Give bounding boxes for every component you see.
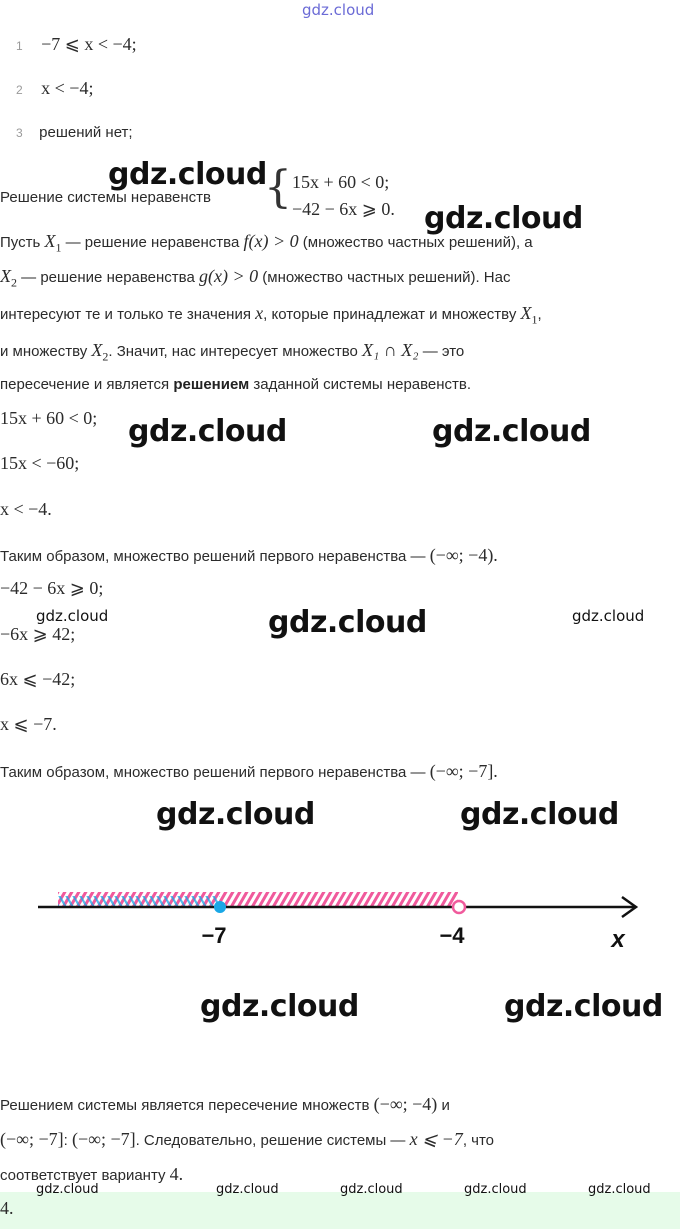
- step-2-2: −6x ⩾ 42;: [0, 624, 76, 644]
- point-minus-4: [453, 901, 465, 913]
- paragraph-line-1: Пусть $X_1$ — решение неравенства f(x) > 0 (множество частных решений), а: [0, 231, 533, 255]
- paragraph-line-3: интересуют те и только те значения x, которые принадлежат и множеству $X_1$,: [0, 303, 542, 327]
- option-3[interactable]: [16, 124, 133, 142]
- watermark: gdz.cloud: [340, 1182, 403, 1197]
- conclusion-1: Таким образом, множество решений первого неравенства — (−∞; −4).: [0, 545, 498, 565]
- paragraph-line-4: и множеству $X_2$. Значит, нас интересует множество X₁ ∩ X₂ — это: [0, 340, 465, 364]
- step-2-1: −42 − 6x ⩾ 0;: [0, 578, 104, 598]
- conclusion-2: Таким образом, множество решений первого неравенства — (−∞; −7].: [0, 761, 498, 781]
- number-line: [0, 880, 680, 960]
- watermark: gdz.cloud: [36, 1182, 99, 1197]
- watermark: gdz.cloud: [200, 989, 359, 1024]
- watermark: gdz.cloud: [156, 797, 315, 832]
- label-minus-7: −7: [201, 923, 227, 948]
- paragraph-line-5: пересечение и является решением заданной системы неравенств.: [0, 376, 472, 393]
- watermark: gdz.cloud: [36, 607, 109, 625]
- watermark: gdz.cloud: [432, 414, 591, 449]
- final-line-2: (−∞; −7]: (−∞; −7]. Следовательно, решение системы — x ⩽ −7, что: [0, 1129, 495, 1149]
- option-text: x < −4;: [41, 78, 94, 98]
- step-1-1: 15x + 60 < 0;: [0, 408, 98, 428]
- system-line-1: 15x + 60 < 0;: [292, 172, 390, 192]
- watermark: gdz.cloud: [268, 605, 427, 640]
- option-number: 3: [16, 126, 23, 140]
- answer-value: 4.: [0, 1198, 14, 1218]
- system-intro: Решение системы неравенств: [0, 189, 211, 206]
- hatch-region-x-le-minus-7: [58, 896, 220, 906]
- step-2-4: x ⩽ −7.: [0, 714, 57, 734]
- axis-label-x: x: [611, 926, 625, 953]
- step-1-3: x < −4.: [0, 499, 52, 519]
- watermark: gdz.cloud: [424, 201, 583, 236]
- final-line-1: Решением системы является пересечение множеств (−∞; −4) и: [0, 1094, 450, 1114]
- watermark: gdz.cloud: [464, 1182, 527, 1197]
- watermark: gdz.cloud: [108, 157, 267, 192]
- paragraph-line-2: $X_2$ — решение неравенства g(x) > 0 (множество частных решений). Нас: [0, 266, 511, 290]
- watermark: gdz.cloud: [216, 1182, 279, 1197]
- final-line-3: соответствует варианту 4.: [0, 1164, 184, 1184]
- option-1[interactable]: [16, 34, 137, 55]
- option-text: решений нет;: [39, 124, 133, 141]
- step-1-2: 15x < −60;: [0, 453, 80, 473]
- option-number: 1: [16, 39, 23, 53]
- system-brace: {: [264, 162, 292, 213]
- watermark: gdz.cloud: [504, 989, 663, 1024]
- option-text: −7 ⩽ x < −4;: [41, 34, 137, 54]
- watermark: gdz.cloud: [572, 607, 645, 625]
- point-minus-7: [214, 901, 226, 913]
- label-minus-4: −4: [439, 923, 465, 948]
- watermark: gdz.cloud: [128, 414, 287, 449]
- answer-band: [0, 1192, 680, 1229]
- watermark: gdz.cloud: [302, 1, 375, 19]
- step-2-3: 6x ⩽ −42;: [0, 669, 76, 689]
- watermark: gdz.cloud: [588, 1182, 651, 1197]
- option-2[interactable]: [16, 78, 93, 99]
- system-line-2: −42 − 6x ⩾ 0.: [292, 199, 395, 219]
- option-number: 2: [16, 83, 23, 97]
- watermark: gdz.cloud: [460, 797, 619, 832]
